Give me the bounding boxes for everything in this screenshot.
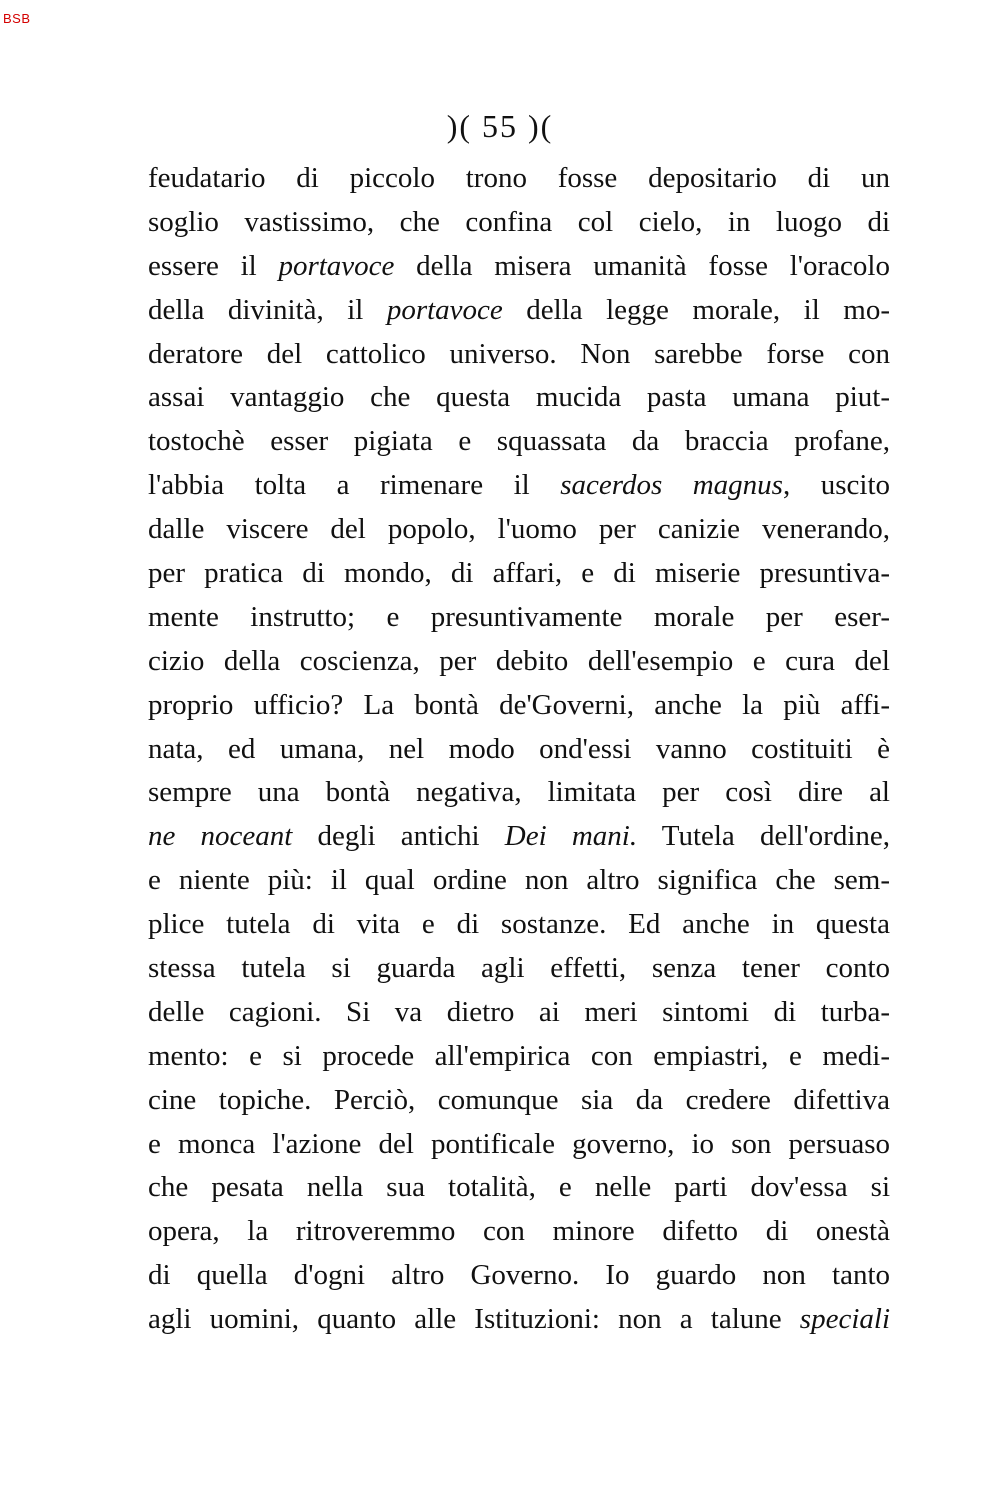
text-run: della legge morale, il mo- — [502, 293, 890, 326]
page-number: )( 55 )( — [446, 108, 554, 144]
text-line — [148, 157, 890, 201]
text-run: l'abbia tolta a rimenare il — [148, 469, 561, 502]
text-run: feudatario di piccolo trono fosse depositario di un — [148, 162, 890, 194]
text-line — [148, 464, 890, 508]
text-run: dalle viscere del popolo, l'uomo per canizie venerando, — [148, 513, 890, 546]
text-line — [148, 552, 890, 596]
text-run: , uscito — [782, 469, 890, 502]
text-line — [148, 1254, 890, 1298]
text-line — [148, 376, 890, 420]
text-line — [148, 1210, 890, 1254]
text-run: agli uomini, quanto alle Istituzioni: non a talune — [148, 1303, 800, 1336]
text-line — [148, 947, 890, 991]
text-line — [148, 728, 890, 772]
text-run: assai vantaggio che questa mucida pasta umana piut- — [148, 381, 890, 414]
text-line — [148, 640, 890, 684]
text-run: di quella d'ogni altro Governo. Io guardo non tanto — [148, 1259, 890, 1292]
italic-run: portavoce — [278, 249, 395, 282]
text-line — [148, 1123, 890, 1167]
text-line — [148, 815, 890, 859]
text-line — [148, 859, 890, 903]
text-line — [148, 596, 890, 640]
text-line — [148, 1298, 890, 1342]
text-line — [148, 1166, 890, 1210]
text-run: cine topiche. Perciò, comunque sia da credere difettiva — [148, 1083, 890, 1116]
text-line — [148, 1079, 890, 1123]
text-run: deratore del cattolico universo. Non sarebbe forse con — [148, 337, 890, 370]
text-run: della divinità, il — [148, 293, 387, 326]
text-run: della misera umanità fosse l'oracolo — [394, 249, 890, 282]
text-run: essere il — [148, 249, 279, 282]
italic-run: sacerdos magnus — [560, 469, 783, 502]
text-run: che pesata nella sua totalità, e nelle parti dov'essa si — [148, 1171, 890, 1204]
text-line — [148, 289, 890, 333]
text-line — [148, 333, 890, 377]
italic-run: portavoce — [386, 293, 503, 326]
text-run: plice tutela di vita e di sostanze. Ed anche in questa — [148, 908, 890, 941]
text-line — [148, 508, 890, 552]
text-run: opera, la ritroveremmo con minore difetto di onestà — [148, 1215, 890, 1248]
body-text — [148, 157, 890, 1342]
text-run: e niente più: il qual ordine non altro significa che sem- — [148, 864, 890, 897]
text-run: per pratica di mondo, di affari, e di miserie presuntiva- — [148, 557, 890, 590]
text-run: stessa tutela si guarda agli effetti, senza tener conto — [148, 952, 890, 985]
library-watermark: BSB — [3, 11, 31, 26]
text-run: nata, ed umana, nel modo ond'essi vanno costituiti è — [148, 732, 890, 765]
italic-run: Dei mani. — [504, 820, 638, 853]
text-line — [148, 245, 890, 289]
text-line — [148, 1035, 890, 1079]
text-run: degli antichi — [292, 820, 505, 853]
text-line — [148, 903, 890, 947]
text-line — [148, 684, 890, 728]
text-line — [148, 991, 890, 1035]
italic-run: ne noceant — [148, 820, 293, 853]
text-run: proprio ufficio? La bontà de'Governi, anche la più affi- — [148, 688, 890, 721]
text-line — [148, 771, 890, 815]
text-run: mento: e si procede all'empirica con empiastri, e medi- — [148, 1039, 890, 1072]
text-line — [148, 420, 890, 464]
text-run: soglio vastissimo, che confina col cielo, in luogo di — [148, 205, 890, 238]
text-run: tostochè esser pigiata e squassata da braccia profane, — [148, 425, 890, 458]
text-run: sempre una bontà negativa, limitata per così dire al — [148, 776, 890, 809]
text-line — [148, 201, 890, 245]
italic-run: speciali — [799, 1303, 890, 1336]
text-run: e monca l'azione del pontificale governo, io son persuaso — [148, 1127, 890, 1160]
text-run: cizio della coscienza, per debito dell'esempio e cura del — [148, 644, 890, 677]
text-run: Tutela dell'ordine, — [637, 820, 891, 853]
text-run: mente instrutto; e presuntivamente morale per eser- — [148, 600, 890, 633]
text-run: delle cagioni. Si va dietro ai meri sintomi di turba- — [148, 995, 890, 1028]
